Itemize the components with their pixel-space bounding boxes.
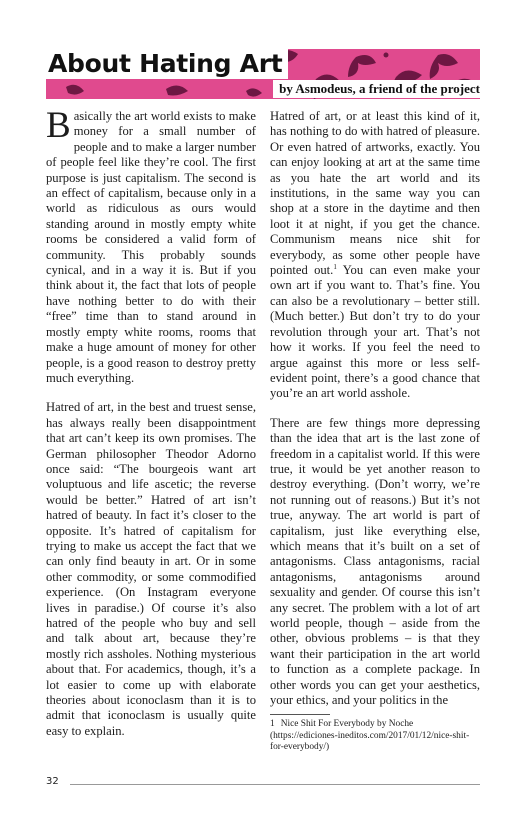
- footnote-number: 1: [270, 719, 275, 730]
- page-footer-rule: [70, 784, 480, 785]
- byline-box: [273, 80, 480, 98]
- article-byline: by Asmodeus, a friend of the project: [279, 81, 480, 96]
- right-paragraph-2: There are few things more depressing than the idea that art is the last zone of freedom in a capitalist world. If this were true, it would be yet another reason to destroy everything. (Don’t worry, we’re not running out of reasons.) But it’s not true, anyway. The art world is part of capitalism, just like everything else, which means that it’s built on a set of antagonisms. Class antagonisms, racial antagonisms, antagonisms around sexuality and gender. Of course this isn’t any secret. The problem with a lot of art world people, though – aside from the other, obvious problems – is that they want their participation in the art world to function as a complete package. In other words you can get your aesthetics, your ethics, and your politics in the: [270, 415, 480, 708]
- right-column: [270, 109, 480, 754]
- page-number: 32: [46, 776, 59, 787]
- article-title: About Hating Art: [48, 49, 283, 78]
- footnote-divider: [270, 714, 330, 715]
- left-paragraph-1: [46, 105, 256, 386]
- title-box: [46, 49, 288, 79]
- left-paragraph-2: Hatred of art, in the best and truest sense, has always really been disappointment that art can’t keep its own promises. The German philosopher Theodor Adorno once said: “The bourgeois want art voluptuous and life ascetic; the reverse would be better.” Hatred of art isn’t hatred of beauty. In fact it’s closer to the opposite. It’s hatred of capitalism for trying to make us accept the fact that we can only find beauty in art. Or in some other commodity, or some commodified experience. (On Instagram everyone lives in paradise.) Of course it’s also hatred of the people who buy and sell and talk about art, because they’re mostly rich assholes. Nothing mysterious about that. For academics, though, it’s a lot easier to come up with elaborate theories about iconoclasm than it is to admit that iconoclasm is usually quite easy to explain.: [46, 400, 256, 738]
- footnote: [270, 719, 480, 754]
- left-column: [46, 105, 256, 753]
- drop-cap: B: [46, 105, 71, 146]
- left-paragraph-1-text: asically the art world exists to make money for a small number of people and to make a larger number of people feel like they’re cool. The first purpose is just capitalism. The second is an effect of capitalism, because only in a world as ridiculous as ours would standing around in mostly empty white rooms be considered a valid form of community. This probably sounds cynical, and in a way it is. But if you think about it, the fact that lots of people have nothing better to do with their “free” time than to stand around in mostly empty white rooms, rooms that make a huge amount of money for other people, is a good reason to destroy pretty much everything.: [46, 109, 256, 385]
- footnote-text: Nice Shit For Everybody by Noche (https://ediciones-ineditos.com/2017/01/12/nice-shit-for-everybody/): [270, 719, 470, 753]
- right-paragraph-1-text: Hatred of art, or at least this kind of it, has nothing to do with hatred of pleasure. Or even hatred of artworks, exactly. You can enjoy looking at art at the same time as you hate the art world and its institutions, in the same way you can shop at a store in the daytime and then loot it at night, if you get the chance. Communism means nice shit for everybody, as some other people have pointed out.: [270, 109, 480, 278]
- right-paragraph-1: [270, 109, 480, 402]
- footnote-marker: 1: [333, 262, 337, 271]
- right-paragraph-1-continued: You can even make your own art if you want to. That’s fine. You can also be a revolutionary – better still. (Much better.) But don’t try to do your revolution through your art. That’s not how it works. If you feel the need to argue against this more or less self-evident point, there’s a good chance that you’re an art world asshole.: [270, 263, 480, 401]
